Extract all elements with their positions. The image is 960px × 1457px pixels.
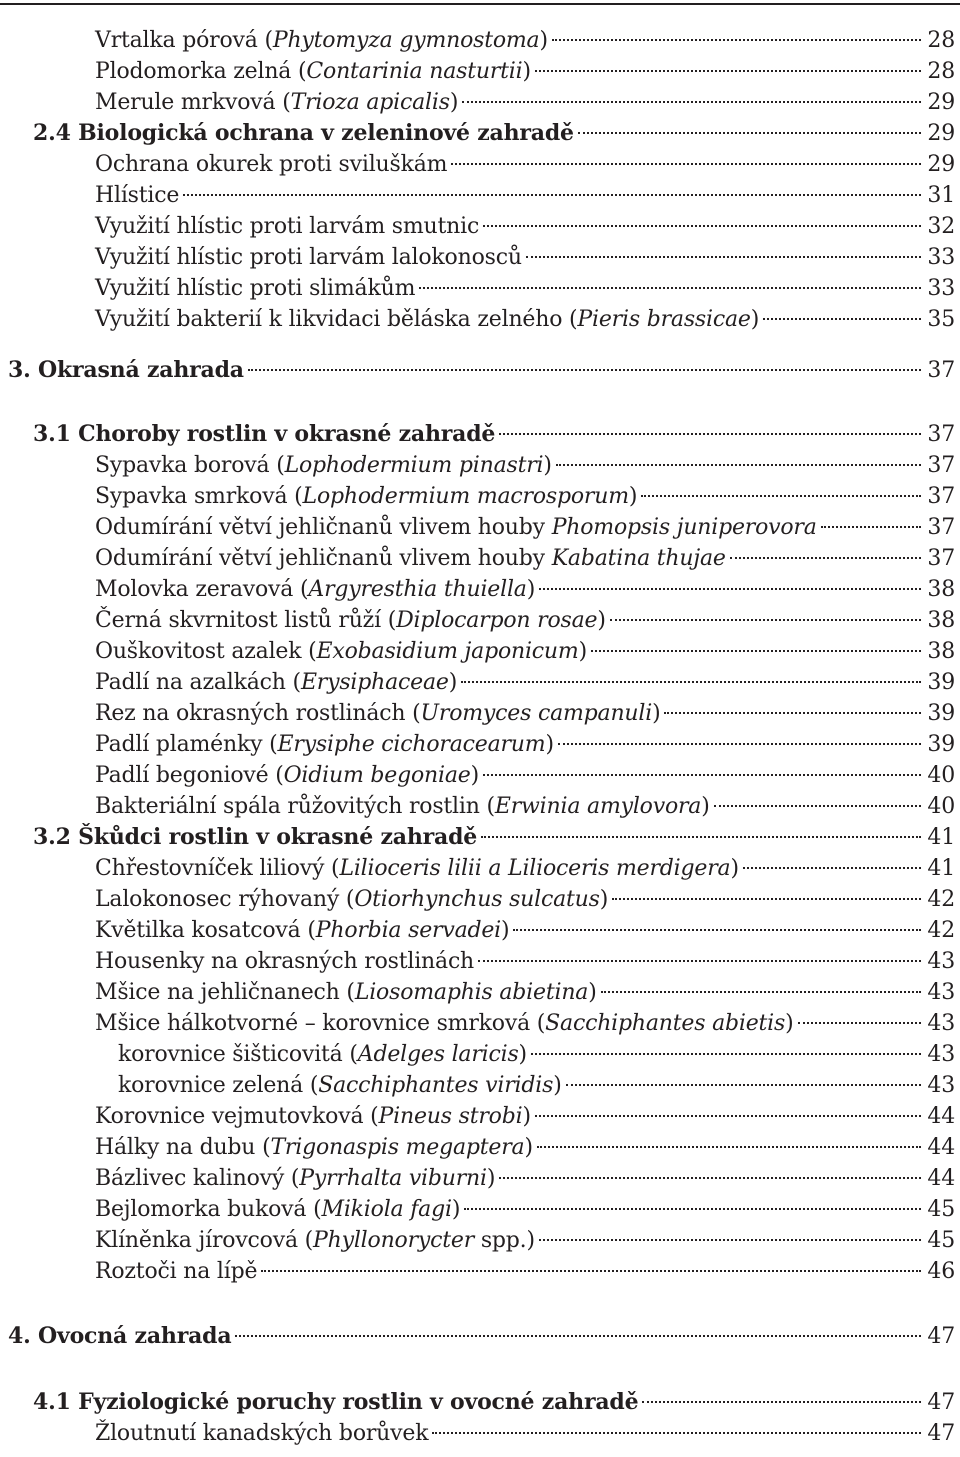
toc-entry-title-text: ): [501, 918, 510, 943]
toc-entry[interactable]: [0, 1070, 955, 1101]
toc-entry[interactable]: [0, 180, 955, 211]
toc-entry-title-text: ): [750, 307, 760, 332]
toc-entry-title-text: ): [539, 28, 548, 53]
toc-entry-page-number: 42: [927, 887, 955, 912]
dot-leader: [552, 39, 921, 41]
toc-entry-page-number: 44: [927, 1166, 955, 1191]
toc-entry-page-number: 46: [927, 1259, 955, 1284]
toc-entry-title: [8, 1321, 231, 1352]
toc-entry-title-text: korovnice šišticovitá (: [118, 1042, 358, 1067]
dot-leader: [556, 464, 921, 466]
toc-entry-page-number: 45: [927, 1197, 955, 1222]
toc-entry-page-number: 47: [927, 1390, 955, 1415]
dot-leader: [558, 743, 921, 745]
toc-entry-title-text: Černá skvrnitost listů růží (: [95, 608, 397, 633]
toc-entry-title: [95, 729, 554, 760]
toc-entry[interactable]: [0, 729, 955, 760]
toc-entry[interactable]: [0, 1008, 955, 1039]
toc-entry-title-italic: Sacchiphantes viridis: [318, 1073, 554, 1098]
dot-leader: [610, 619, 921, 621]
toc-entry-title-text: ): [785, 1011, 794, 1036]
toc-entry[interactable]: [0, 481, 955, 512]
toc-entry-page-number: 29: [927, 90, 955, 115]
toc-entry-title: [95, 149, 447, 180]
toc-entry-title: [118, 1039, 527, 1070]
toc-entry-title-italic: Lophodermium pinastri: [284, 453, 544, 478]
toc-entry-page-number: 45: [927, 1228, 955, 1253]
toc-entry-title-text: ): [597, 608, 606, 633]
toc-entry-title-text: Molovka zeravová (: [95, 577, 309, 602]
toc-entry-title: [95, 791, 710, 822]
toc-entry-title-text: ): [522, 1104, 531, 1129]
toc-entry-title-text: Klíněnka jírovcová (: [95, 1228, 314, 1253]
toc-entry-title-text: ): [486, 1166, 496, 1191]
toc-entry[interactable]: [0, 977, 955, 1008]
toc-entry-title: [95, 211, 479, 242]
toc-entry-title-text: Bejlomorka buková (: [95, 1197, 322, 1222]
dot-leader: [743, 867, 921, 869]
toc-entry[interactable]: [0, 760, 955, 791]
toc-entry-title-text: Padlí plaménky (: [95, 732, 278, 757]
toc-entry-page-number: 43: [927, 949, 955, 974]
dot-leader: [464, 1208, 921, 1210]
toc-entry-page-number: 35: [927, 307, 955, 332]
toc-entry-page-number: 39: [927, 701, 955, 726]
toc-entry-title-text: Využití hlístic proti larvám smutnic: [95, 214, 480, 239]
toc-entry-page-number: 33: [927, 245, 955, 270]
toc-entry-title: [95, 915, 509, 946]
toc-entry-title-italic: Phyllonorycter: [313, 1228, 475, 1253]
toc-entry-title-text: Mšice na jehličnanech (: [95, 980, 355, 1005]
toc-entry-title: [95, 1256, 257, 1287]
toc-entry-title-text: Merule mrkvová (: [95, 90, 291, 115]
toc-entry[interactable]: [0, 450, 955, 481]
toc-entry-title-italic: Pineus strobi: [378, 1104, 523, 1129]
toc-entry-page-number: 37: [927, 515, 955, 540]
toc-entry[interactable]: [0, 698, 955, 729]
dot-leader: [763, 318, 921, 320]
toc-entry[interactable]: [0, 355, 955, 386]
toc-entry-title-text: ): [449, 90, 459, 115]
dot-leader: [535, 1115, 921, 1117]
toc-entry-page-number: 41: [927, 825, 955, 850]
toc-entry-page-number: 29: [927, 121, 955, 146]
toc-entry-title-italic: Mikiola fagi: [321, 1197, 452, 1222]
toc-entry-title: [95, 884, 608, 915]
toc-entry-title-text: spp.): [474, 1228, 535, 1253]
toc-entry[interactable]: [0, 667, 955, 698]
toc-entry-page-number: 39: [927, 732, 955, 757]
toc-entry-title: [33, 822, 477, 853]
toc-entry-title-italic: Sacchiphantes abietis: [545, 1011, 786, 1036]
toc-entry-title-italic: Lophodermium macrosporum: [302, 484, 629, 509]
toc-entry-title-text: 3. Okrasná zahrada: [8, 357, 244, 383]
toc-entry-title-italic: Exobasidium japonicum: [316, 639, 579, 664]
toc-entry-title: [95, 977, 597, 1008]
toc-entry-title-text: Chřestovníček liliový (: [95, 856, 340, 881]
toc-entry-title-text: Padlí na azalkách (: [95, 670, 301, 695]
toc-entry-title-text: ): [553, 1073, 562, 1098]
toc-entry-page-number: 37: [927, 358, 955, 383]
toc-entry-title-text: 2.4 Biologická ochrana v zeleninové zahradě: [33, 120, 574, 146]
toc-entry[interactable]: [0, 211, 955, 242]
toc-entry[interactable]: [0, 853, 955, 884]
toc-entry[interactable]: [0, 574, 955, 605]
toc-entry-title-italic: Otiorhynchus sulcatus: [354, 887, 600, 912]
toc-entry-title-text: Korovnice vejmutovková (: [95, 1104, 379, 1129]
toc-entry-title: [33, 118, 574, 149]
toc-entry-title-text: 4.1 Fyziologické poruchy rostlin v ovocné zahradě: [33, 1389, 639, 1415]
toc-entry[interactable]: [0, 1225, 955, 1256]
toc-entry-page-number: 31: [927, 183, 955, 208]
toc-entry-page-number: 37: [927, 546, 955, 571]
dot-leader: [235, 1335, 921, 1337]
toc-entry-title-text: ): [518, 1042, 527, 1067]
dot-leader: [539, 1239, 921, 1241]
toc-entry[interactable]: [0, 1194, 955, 1225]
toc-entry-title: [95, 273, 415, 304]
toc-entry-title-text: Mšice hálkotvorné – korovnice smrková (: [95, 1011, 546, 1036]
toc-entry-title-text: ): [524, 1135, 533, 1160]
toc-entry-page-number: 38: [927, 577, 955, 602]
toc-entry[interactable]: [0, 242, 955, 273]
toc-entry-title-text: ): [652, 701, 661, 726]
toc-entry-page-number: 29: [927, 152, 955, 177]
toc-entry-title: [95, 760, 479, 791]
toc-entry-page-number: 40: [927, 763, 955, 788]
toc-entry[interactable]: [0, 791, 955, 822]
dot-leader: [478, 960, 921, 962]
toc-entry-title: [95, 574, 535, 605]
dot-leader: [419, 287, 921, 289]
dot-leader: [821, 526, 921, 528]
dot-leader: [451, 163, 921, 165]
dot-leader: [612, 898, 921, 900]
toc-entry[interactable]: [0, 915, 955, 946]
toc-entry-title-text: Květilka kosatcová (: [95, 918, 316, 943]
toc-entry-title-text: Sypavka smrková (: [95, 484, 303, 509]
dot-leader: [432, 1432, 921, 1434]
toc-entry-page-number: 43: [927, 980, 955, 1005]
toc-entry-page-number: 42: [927, 918, 955, 943]
toc-entry-page-number: 28: [927, 59, 955, 84]
toc-entry-title-text: Ouškovitost azalek (: [95, 639, 317, 664]
toc-entry-title-text: Vrtalka pórová (: [95, 28, 273, 53]
toc-entry-title-text: Hálky na dubu (: [95, 1135, 271, 1160]
toc-entry-title-italic: Erysiphaceae: [300, 670, 449, 695]
toc-entry-title-italic: Erwinia amylovora: [494, 794, 702, 819]
toc-entry-page-number: 32: [927, 214, 955, 239]
toc-entry-title-text: Sypavka borová (: [95, 453, 285, 478]
toc-entry-title-text: ): [470, 763, 479, 788]
toc-entry[interactable]: [0, 56, 955, 87]
dot-leader: [499, 1177, 921, 1179]
toc-entry[interactable]: [0, 118, 955, 149]
toc-entry-title-text: Žloutnutí kanadských borůvek: [95, 1421, 429, 1446]
toc-entry-title-italic: Erysiphe cichoracearum: [277, 732, 546, 757]
dot-leader: [566, 1084, 921, 1086]
toc-entry-title-text: ): [451, 1197, 461, 1222]
toc-entry-title-text: Využití bakterií k likvidaci běláska zelného (: [95, 307, 578, 332]
toc-entry[interactable]: [0, 1387, 955, 1418]
toc-entry-title-text: Rez na okrasných rostlinách (: [95, 701, 421, 726]
toc-entry-title-text: ): [545, 732, 554, 757]
dot-leader: [483, 774, 921, 776]
toc-entry-title: [95, 543, 726, 574]
toc-entry-title-text: ): [526, 577, 536, 602]
toc-entry[interactable]: [0, 605, 955, 636]
toc-entry-title: [95, 1194, 460, 1225]
toc-entry-title-italic: Liosomaphis abietina: [354, 980, 589, 1005]
toc-entry-title-text: ): [730, 856, 739, 881]
dot-leader: [531, 1053, 921, 1055]
toc-entry-title: [95, 1132, 533, 1163]
toc-entry-title-text: Využití hlístic proti slimákům: [95, 276, 416, 301]
toc-entry-title-text: Bakteriální spála růžovitých rostlin (: [95, 794, 495, 819]
toc-entry-title-text: ): [599, 887, 609, 912]
dot-leader: [526, 256, 921, 258]
toc-entry[interactable]: [0, 25, 955, 56]
toc-entry-title-text: Plodomorka zelná (: [95, 59, 307, 84]
toc-entry-title-italic: Diplocarpon rosae: [396, 608, 598, 633]
toc-entry[interactable]: [0, 87, 955, 118]
toc-entry-page-number: 37: [927, 453, 955, 478]
toc-entry-page-number: 37: [927, 484, 955, 509]
dot-leader: [641, 495, 921, 497]
toc-entry-title-italic: Phorbia servadei: [315, 918, 502, 943]
toc-entry-title-italic: Adelges laricis: [357, 1042, 519, 1067]
toc-entry-page-number: 44: [927, 1104, 955, 1129]
toc-entry[interactable]: [0, 1039, 955, 1070]
toc-entry[interactable]: [0, 1163, 955, 1194]
toc-entry-title: [8, 355, 244, 386]
toc-entry-title-italic: Argyresthia thuiella: [308, 577, 527, 602]
toc-entry-page-number: 38: [927, 639, 955, 664]
toc-entry-title-text: ): [543, 453, 552, 478]
dot-leader: [461, 681, 921, 683]
toc-entry-title-text: ): [522, 59, 531, 84]
toc-entry[interactable]: [0, 149, 955, 180]
toc-entry-page-number: 44: [927, 1135, 955, 1160]
toc-entry[interactable]: [0, 1321, 955, 1352]
dot-leader: [513, 929, 921, 931]
toc-entry-title: [95, 605, 606, 636]
toc-entry-title: [95, 450, 552, 481]
toc-entry-title-text: ): [448, 670, 458, 695]
toc-entry-title-text: ): [588, 980, 597, 1005]
toc-entry-title-text: Bázlivec kalinový (: [95, 1166, 300, 1191]
toc-entry-title: [118, 1070, 562, 1101]
toc-entry-title-text: ): [701, 794, 710, 819]
toc-entry-title: [95, 853, 739, 884]
toc-entry-page-number: 39: [927, 670, 955, 695]
toc-entry[interactable]: [0, 884, 955, 915]
toc-entry-page-number: 40: [927, 794, 955, 819]
toc-entry-title: [95, 667, 457, 698]
toc-entry-page-number: 37: [927, 422, 955, 447]
toc-entry-title-text: Využití hlístic proti larvám lalokonosců: [95, 245, 522, 270]
toc-entry-title-text: korovnice zelená (: [118, 1073, 319, 1098]
toc-entry[interactable]: [0, 304, 955, 335]
toc-entry-title-text: Padlí begoniové (: [95, 763, 284, 788]
toc-entry-title-text: ): [628, 484, 638, 509]
dot-leader: [261, 1270, 921, 1272]
dot-leader: [642, 1401, 921, 1403]
toc-entry-title-text: 4. Ovocná zahrada: [8, 1323, 232, 1349]
toc-entry-title-text: Odumírání větví jehličnanů vlivem houby: [95, 515, 552, 540]
toc-entry-title-italic: Contarinia nasturtii: [306, 59, 523, 84]
toc-entry-title: [95, 636, 587, 667]
toc-entry-page-number: 41: [927, 856, 955, 881]
toc-entry-title: [33, 1387, 638, 1418]
dot-leader: [714, 805, 921, 807]
toc-entry-title-italic: Phytomyza gymnostoma: [272, 28, 540, 53]
toc-entry-title: [95, 1225, 535, 1256]
dot-leader: [664, 712, 921, 714]
toc-entry[interactable]: [0, 512, 955, 543]
toc-entry-title: [95, 25, 548, 56]
toc-entry-title: [33, 419, 495, 450]
top-rule: [0, 3, 960, 5]
toc-entry-title-italic: Trigonaspis megaptera: [270, 1135, 525, 1160]
dot-leader: [601, 991, 921, 993]
toc-entry-title-text: ): [578, 639, 587, 664]
toc-entry-title-italic: Pyrrhalta viburni: [299, 1166, 487, 1191]
dot-leader: [462, 101, 921, 103]
toc-entry-title-italic: Trioza apicalis: [290, 90, 450, 115]
toc-entry-title: [95, 1163, 495, 1194]
toc-entry-title: [95, 481, 637, 512]
toc-entry-title-italic: Uromyces campanuli: [420, 701, 653, 726]
toc-entry-title-text: Housenky na okrasných rostlinách: [95, 949, 475, 974]
toc-entry-page-number: 43: [927, 1042, 955, 1067]
toc-entry-page-number: 33: [927, 276, 955, 301]
dot-leader: [730, 557, 921, 559]
toc-entry[interactable]: [0, 1132, 955, 1163]
dot-leader: [499, 433, 921, 435]
toc-entry-page-number: 43: [927, 1073, 955, 1098]
toc-entry-title-italic: Phomopsis juniperovora: [551, 515, 817, 540]
dot-leader: [537, 1146, 921, 1148]
toc-entry-title: [95, 242, 522, 273]
toc-entry-title: [95, 1418, 428, 1449]
toc-entry-title-italic: Kabatina thujae: [551, 546, 726, 571]
toc-entry-title: [95, 180, 179, 211]
toc-entry-title: [95, 1101, 531, 1132]
toc-entry-title-text: 3.2 Škůdci rostlin v okrasné zahradě: [33, 824, 478, 850]
dot-leader: [798, 1022, 921, 1024]
toc-entry-page-number: 38: [927, 608, 955, 633]
toc-entry[interactable]: [0, 419, 955, 450]
toc-entry-title-italic: Pieris brassicae: [577, 307, 751, 332]
toc-entry[interactable]: [0, 636, 955, 667]
dot-leader: [481, 836, 921, 838]
toc-entry-page-number: 28: [927, 28, 955, 53]
toc-entry-title-italic: Oidium begoniae: [283, 763, 471, 788]
toc-entry-title: [95, 946, 474, 977]
toc-entry-title: [95, 1008, 794, 1039]
toc-entry-title-text: Ochrana okurek proti sviluškám: [95, 152, 448, 177]
toc-entry-page-number: 47: [927, 1421, 955, 1446]
toc-entry-title: [95, 87, 458, 118]
toc-entry-title: [95, 304, 759, 335]
toc-entry[interactable]: [0, 1256, 955, 1287]
toc-entry[interactable]: [0, 822, 955, 853]
dot-leader: [591, 650, 921, 652]
toc-entry-title: [95, 56, 531, 87]
dot-leader: [539, 588, 921, 590]
toc-entry-title-italic: Lilioceris lilii a Lilioceris merdigera: [339, 856, 731, 881]
dot-leader: [578, 132, 921, 134]
toc-entry-title-text: Roztoči na lípě: [95, 1259, 258, 1284]
toc-entry-title: [95, 698, 660, 729]
toc-entry[interactable]: [0, 946, 955, 977]
toc-entry-page-number: 43: [927, 1011, 955, 1036]
dot-leader: [248, 369, 921, 371]
toc-entry[interactable]: [0, 1418, 955, 1449]
toc-entry-page-number: 47: [927, 1324, 955, 1349]
toc-entry-title-text: Hlístice: [95, 183, 180, 208]
toc-entry-title-text: Odumírání větví jehličnanů vlivem houby: [95, 546, 552, 571]
toc-entry[interactable]: [0, 1101, 955, 1132]
toc-entry-title-text: 3.1 Choroby rostlin v okrasné zahradě: [33, 421, 496, 447]
dot-leader: [483, 225, 921, 227]
toc-entry[interactable]: [0, 543, 955, 574]
toc-entry-title-text: Lalokonosec rýhovaný (: [95, 887, 355, 912]
toc-entry-title: [95, 512, 817, 543]
toc-entry[interactable]: [0, 273, 955, 304]
dot-leader: [183, 194, 921, 196]
dot-leader: [535, 70, 921, 72]
